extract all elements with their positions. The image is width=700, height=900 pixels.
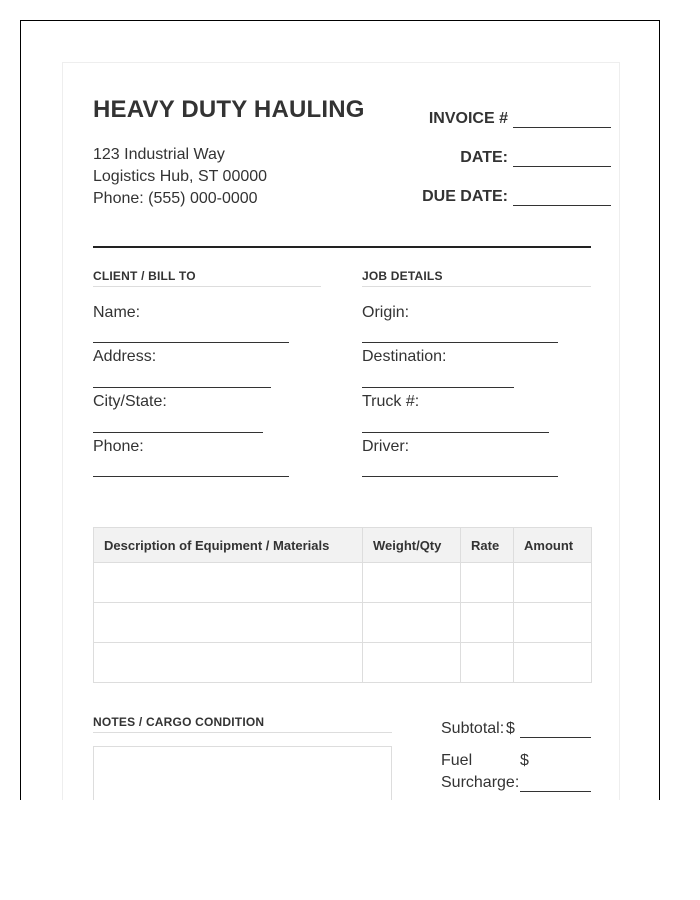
table-cell-amount[interactable] [514,563,592,603]
company-city: Logistics Hub, ST 00000 [93,168,268,185]
driver-line[interactable] [362,476,558,477]
due-date-field [422,188,611,206]
table-cell-weight-qty[interactable] [363,643,461,683]
column-header-weight-qty: Weight/Qty [363,528,461,563]
table-cell-weight-qty[interactable] [363,603,461,643]
table-cell-rate[interactable] [461,603,514,643]
driver-label: Driver: [362,438,410,455]
table-row [94,563,592,603]
invoice-number-label: INVOICE # [428,110,508,127]
origin-line[interactable] [362,342,558,343]
truck-label: Truck #: [362,393,420,410]
column-header-description: Description of Equipment / Materials [94,528,363,563]
invoice-sheet [62,62,620,800]
destination-label: Destination: [362,348,447,365]
destination-line[interactable] [362,387,514,388]
client-city-state-line[interactable] [93,432,263,433]
client-section-heading: CLIENT / BILL TO [93,269,321,287]
client-phone-line[interactable] [93,476,289,477]
invoice-number-field [429,110,611,128]
table-cell-description[interactable] [94,603,363,643]
table-cell-rate[interactable] [461,643,514,683]
company-address [93,144,267,210]
date-field [460,149,611,167]
company-phone: Phone: (555) 000-0000 [93,190,258,207]
table-cell-description[interactable] [94,643,363,683]
date-label: DATE: [460,149,508,166]
fuel-surcharge-label-line2: Surcharge: [441,774,520,791]
origin-label: Origin: [362,304,410,321]
header-divider [93,246,591,248]
company-name: HEAVY DUTY HAULING [93,96,365,123]
items-table [93,527,592,683]
client-name-label: Name: [93,304,141,321]
table-cell-amount[interactable] [514,643,592,683]
date-line[interactable] [513,150,611,167]
fuel-surcharge-line[interactable] [520,791,591,792]
job-section-heading: JOB DETAILS [362,269,591,287]
notes-textarea[interactable] [93,746,392,800]
company-street: 123 Industrial Way [93,146,225,163]
table-row [94,643,592,683]
notes-section-heading: NOTES / CARGO CONDITION [93,715,392,733]
table-cell-weight-qty[interactable] [363,563,461,603]
client-phone-label: Phone: [93,438,144,455]
fuel-surcharge-currency: $ [520,752,529,769]
column-header-amount: Amount [514,528,592,563]
column-header-rate: Rate [461,528,514,563]
subtotal-currency: $ [506,720,515,737]
table-cell-amount[interactable] [514,603,592,643]
client-city-state-label: City/State: [93,393,167,410]
table-cell-description[interactable] [94,563,363,603]
due-date-line[interactable] [513,189,611,206]
subtotal-line[interactable] [520,737,591,738]
client-address-label: Address: [93,348,157,365]
fuel-surcharge-label-line1: Fuel [441,752,473,769]
items-table-header-row [94,528,592,563]
table-row [94,603,592,643]
client-address-line[interactable] [93,387,271,388]
subtotal-label: Subtotal: [441,720,505,737]
page-frame [20,20,660,800]
table-cell-rate[interactable] [461,563,514,603]
invoice-number-line[interactable] [513,111,611,128]
truck-line[interactable] [362,432,549,433]
due-date-label: DUE DATE: [422,188,508,205]
client-name-line[interactable] [93,342,289,343]
